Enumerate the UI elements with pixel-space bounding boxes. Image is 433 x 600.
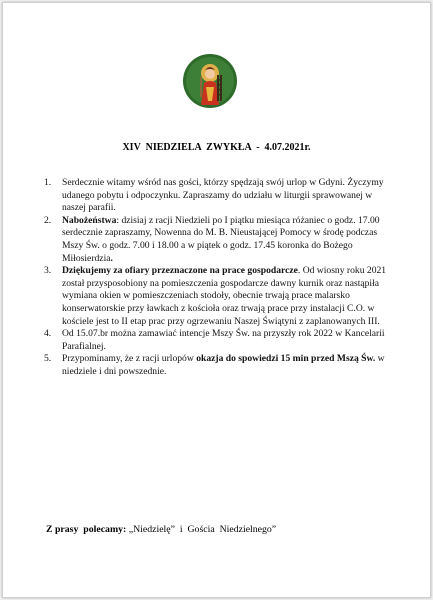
item-text: Od 15.07.br można zamawiać intencje Mszy Św. na przyszły rok 2022 w Kancelarii Parafialnej. [62, 328, 385, 352]
item-text: : dzisiaj z racji Niedzieli po I piątku miesiąca różaniec o godz. 17.00 serdecznie zapraszamy, Nowenna do M. B. Nieustającej Pomocy w środę podczas Mszy Św. o godz. 7.00 i 18.00 a w piątek o godz. 17.45 koronka do Bożego Miłosierdzia [62, 214, 380, 264]
item-text-after: w niedziele i dni powszednie. [62, 353, 385, 377]
list-item [44, 353, 390, 378]
item-text: . Od wiosny roku 2021 został przysposobiony na pomieszczenia gospodarcze dawny kurnik oraz nastąpiła wymiana okien w pomieszczeniach stodoły, obecnie trwają prace malarsko konserwatorskie przy ławkach z kościoła oraz trwają prace przy instalacji C.O. w kościele jest to II etap prac przy ogrzewaniu Naszej Świątyni z zaplanowanych III. [62, 265, 387, 327]
saint-emblem-icon [182, 53, 238, 109]
item-text: Serdecznie witamy wśród nas gości, którzy spędzają swój urlop w Gdyni. Życzymy udanego pobytu i odpoczynku. Zapraszamy do udziału w liturgii sprawowanej w naszej parafii. [62, 177, 384, 214]
item-number: 2. [44, 214, 52, 226]
item-number: 1. [44, 177, 52, 188]
list-item [44, 215, 390, 265]
list-item [44, 328, 390, 353]
list-item [44, 265, 390, 328]
footer-text: „Niedzielę” i Gościa Niedzielnego” [126, 524, 277, 535]
item-tail: . [110, 252, 113, 264]
page-title: XIV NIEDZIELA ZWYKŁA - 4.07.2021r. [122, 142, 311, 153]
item-bold: okazja do spowiedzi 15 min przed Mszą Św. [196, 353, 376, 365]
list-item [44, 177, 390, 215]
item-heading: Dziękujemy za ofiary przeznaczone na prace gospodarcze [62, 265, 298, 277]
item-text: Przypominamy, że z racji urlopów [62, 353, 197, 365]
press-recommendation [46, 524, 276, 535]
item-number: 5. [44, 353, 52, 365]
announcement-list [44, 177, 390, 379]
item-number: 3. [44, 265, 52, 277]
item-heading: Nabożeństwa [62, 214, 117, 226]
item-number: 4. [44, 328, 52, 340]
footer-label: Z prasy polecamy: [46, 524, 127, 535]
